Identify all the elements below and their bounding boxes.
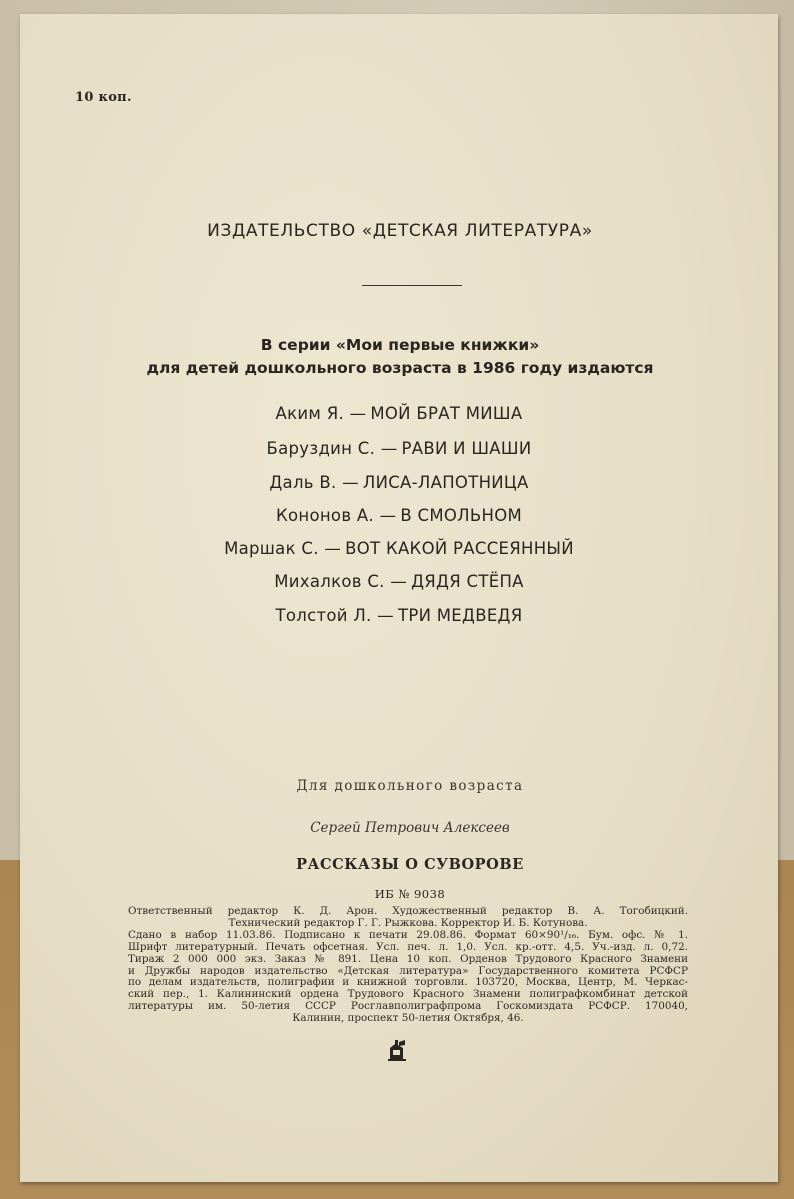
imprint-line: литературы им. 50-летия СССР Росглавполиграфпрома Госкомиздата РСФСР. 170040, bbox=[128, 1000, 688, 1013]
series-line-1: В серии «Мои первые книжки» bbox=[260, 336, 540, 354]
book-title: ДЯДЯ СТЁПА bbox=[411, 572, 524, 591]
imprint-line: и Дружбы народов издательство «Детская литература» Государственного комитета РСФСР bbox=[128, 964, 688, 977]
book-author: Маршак С. — bbox=[224, 539, 342, 558]
list-item bbox=[20, 404, 778, 423]
book-title: МОЙ БРАТ МИША bbox=[370, 404, 523, 423]
list-item bbox=[20, 606, 778, 625]
book-author: Михалков С. — bbox=[274, 572, 408, 591]
book-title-main: РАССКАЗЫ О СУВОРОВЕ bbox=[296, 856, 524, 873]
list-item bbox=[20, 439, 778, 458]
book-author: Баруздин С. — bbox=[266, 439, 398, 458]
divider-rule bbox=[362, 285, 462, 286]
book-author: Кононов А. — bbox=[275, 506, 397, 525]
book-title: ВОТ КАКОЙ РАССЕЯННЫЙ bbox=[345, 539, 574, 558]
price-label: 10 коп. bbox=[75, 90, 132, 105]
book-back-cover bbox=[20, 14, 778, 1182]
series-heading bbox=[30, 334, 770, 380]
book-title: РАВИ И ШАШИ bbox=[401, 439, 532, 458]
book-title: ЛИСА-ЛАПОТНИЦА bbox=[362, 473, 529, 492]
list-item bbox=[20, 539, 778, 558]
imprint-line: ский пер., 1. Калининский ордена Трудового Красного Знамени полиграфкомбинат детской bbox=[128, 988, 688, 1001]
age-note: Для дошкольного возраста bbox=[296, 778, 524, 794]
list-item bbox=[20, 572, 778, 591]
imprint-line: Тираж 2 000 000 экз. Заказ № 891. Цена 10 коп. Орденов Трудового Красного Знамени bbox=[128, 952, 688, 965]
imprint-line: Калинин, проспект 50-летия Октября, 46. bbox=[292, 1012, 524, 1025]
imprint-line: Сдано в набор 11.03.86. Подписано к печати 29.08.86. Формат 60×90¹/₁₆. Бум. офс. № 1. bbox=[128, 928, 688, 941]
book-author: Даль В. — bbox=[269, 473, 359, 492]
list-item bbox=[20, 473, 778, 492]
series-line-2: для детей дошкольного возраста в 1986 году издаются bbox=[146, 359, 654, 377]
imprint-line: Ответственный редактор К. Д. Арон. Художественный редактор В. А. Тогобицкий. bbox=[128, 905, 688, 917]
book-title: ТРИ МЕДВЕДЯ bbox=[397, 606, 523, 625]
imprint-line: Технический редактор Г. Г. Рыжкова. Корректор И. Б. Котунова. bbox=[228, 916, 588, 929]
imprint-block bbox=[128, 906, 688, 1025]
book-title: В СМОЛЬНОМ bbox=[400, 506, 523, 525]
book-author: Толстой Л. — bbox=[275, 606, 394, 625]
book-author-full: Сергей Петрович Алексеев bbox=[310, 820, 510, 836]
book-author: Аким Я. — bbox=[275, 404, 367, 423]
publisher-logo-icon bbox=[384, 1036, 410, 1062]
list-item bbox=[20, 506, 778, 525]
imprint-line: Шрифт литературный. Печать офсетная. Усл. печ. л. 1,0. Усл. кр.-отт. 4,5. Уч.-изд. л. 0,72. bbox=[128, 940, 688, 953]
imprint-line: по делам издательств, полиграфии и книжной торговли. 103720, Москва, Центр, М. Черкас- bbox=[128, 976, 688, 989]
ib-number: ИБ № 9038 bbox=[374, 887, 446, 901]
publisher-name: ИЗДАТЕЛЬСТВО «ДЕТСКАЯ ЛИТЕРАТУРА» bbox=[207, 221, 593, 241]
